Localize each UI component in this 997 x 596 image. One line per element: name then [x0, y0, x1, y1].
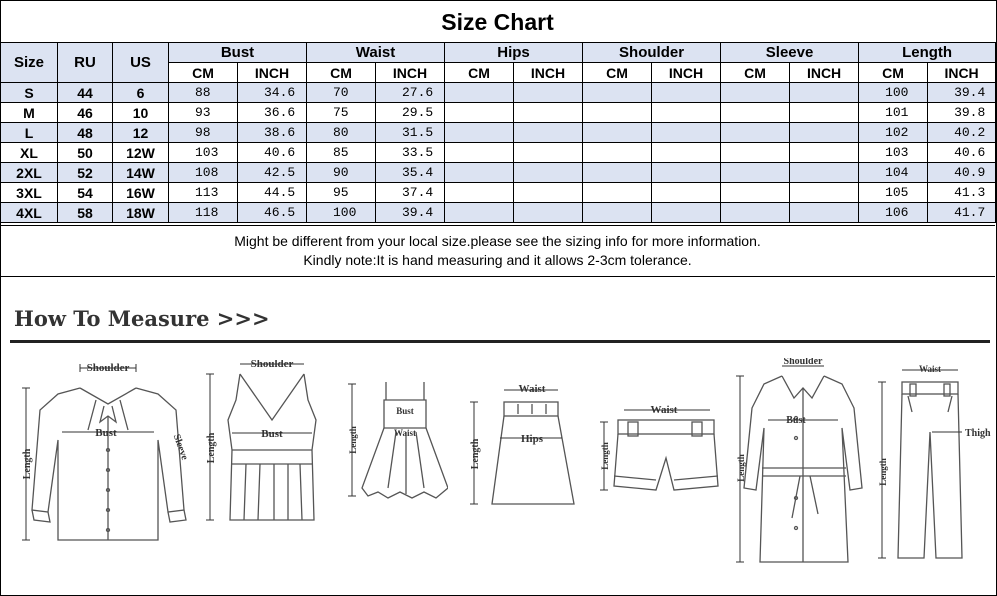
cell-bust-in: 38.6: [238, 123, 307, 143]
cell-waist-in: 27.6: [376, 83, 445, 103]
cell-hips-cm: [445, 183, 514, 203]
label-bust: Bust: [261, 428, 283, 440]
page-title: Size Chart: [0, 0, 995, 43]
label-waist: Waist: [518, 383, 546, 395]
how-to-measure-title: How To Measure >>>: [14, 306, 270, 331]
cell-sleeve-cm: [721, 83, 790, 103]
cell-size: 2XL: [1, 163, 58, 183]
cell-length-cm: 103: [859, 143, 928, 163]
cell-us: 12: [113, 123, 169, 143]
col-group-shoulder: Shoulder: [583, 43, 721, 63]
col-group-length: Length: [859, 43, 996, 63]
cell-bust-cm: 118: [169, 203, 238, 223]
cell-sleeve-in: [790, 183, 859, 203]
cell-sleeve-in: [790, 103, 859, 123]
cell-length-in: 39.4: [928, 83, 996, 103]
label-sleeve: Sleeve: [170, 432, 191, 462]
unit-header-inch: INCH: [376, 63, 445, 83]
label-shoulder: Shoulder: [783, 358, 823, 367]
cell-waist-cm: 80: [307, 123, 376, 143]
cell-length-in: 40.9: [928, 163, 996, 183]
cell-size: 4XL: [1, 203, 58, 223]
cell-waist-cm: 90: [307, 163, 376, 183]
cell-shoulder-in: [652, 103, 721, 123]
label-length: Length: [878, 458, 888, 486]
cell-waist-cm: 100: [307, 203, 376, 223]
tank-top-diagram: [200, 360, 330, 530]
cell-us: 14W: [113, 163, 169, 183]
table-row: [1, 163, 996, 183]
cell-shoulder-cm: [583, 103, 652, 123]
cell-sleeve-cm: [721, 123, 790, 143]
cell-hips-in: [514, 203, 583, 223]
cell-hips-cm: [445, 143, 514, 163]
col-group-waist: Waist: [307, 43, 445, 63]
cell-bust-cm: 113: [169, 183, 238, 203]
section-divider: [10, 340, 990, 343]
cell-shoulder-cm: [583, 143, 652, 163]
label-length: Length: [600, 442, 610, 470]
cell-hips-in: [514, 163, 583, 183]
cell-shoulder-in: [652, 123, 721, 143]
note-line-2: Kindly note:It is hand measuring and it allows 2-3cm tolerance.: [303, 252, 692, 268]
label-thigh: Thigh: [965, 428, 991, 439]
shorts-diagram: [594, 398, 724, 498]
cell-shoulder-cm: [583, 123, 652, 143]
cami-dress-diagram: [338, 378, 448, 518]
cell-length-cm: 101: [859, 103, 928, 123]
sizing-notes: [0, 225, 995, 277]
cell-length-in: 41.7: [928, 203, 996, 223]
cell-sleeve-in: [790, 163, 859, 183]
unit-header-cm: CM: [583, 63, 652, 83]
cell-length-cm: 105: [859, 183, 928, 203]
cell-bust-in: 46.5: [238, 203, 307, 223]
table-row: [1, 143, 996, 163]
unit-header-inch: INCH: [652, 63, 721, 83]
cell-us: 6: [113, 83, 169, 103]
how-to-measure-section: [0, 278, 995, 594]
cell-waist-cm: 95: [307, 183, 376, 203]
cell-shoulder-in: [652, 83, 721, 103]
cell-shoulder-in: [652, 163, 721, 183]
trousers-diagram: [868, 362, 993, 562]
cell-waist-in: 39.4: [376, 203, 445, 223]
label-shoulder: Shoulder: [86, 362, 130, 374]
size-chart-body: [1, 83, 996, 223]
unit-header-cm: CM: [169, 63, 238, 83]
col-group-bust: Bust: [169, 43, 307, 63]
col-group-hips: Hips: [445, 43, 583, 63]
cell-ru: 48: [58, 123, 113, 143]
label-length: Length: [206, 432, 217, 464]
label-waist: Waist: [393, 428, 417, 438]
label-length: Length: [470, 438, 481, 470]
cell-length-in: 39.8: [928, 103, 996, 123]
cell-bust-cm: 98: [169, 123, 238, 143]
cell-ru: 50: [58, 143, 113, 163]
cell-bust-cm: 88: [169, 83, 238, 103]
label-length: Length: [736, 454, 746, 482]
label-bust: Bust: [396, 406, 414, 416]
cell-ru: 54: [58, 183, 113, 203]
cell-sleeve-cm: [721, 143, 790, 163]
cell-size: S: [1, 83, 58, 103]
cell-shoulder-cm: [583, 203, 652, 223]
cell-shoulder-in: [652, 143, 721, 163]
cell-bust-in: 44.5: [238, 183, 307, 203]
cell-length-in: 40.2: [928, 123, 996, 143]
cell-waist-cm: 70: [307, 83, 376, 103]
table-row: [1, 123, 996, 143]
cell-sleeve-in: [790, 143, 859, 163]
cell-bust-cm: 93: [169, 103, 238, 123]
cell-waist-in: 33.5: [376, 143, 445, 163]
cell-shoulder-in: [652, 183, 721, 203]
label-length: Length: [348, 426, 358, 454]
coat-diagram: [734, 358, 864, 568]
cell-length-in: 41.3: [928, 183, 996, 203]
cell-length-cm: 104: [859, 163, 928, 183]
label-shoulder: Shoulder: [250, 360, 294, 370]
cell-length-cm: 106: [859, 203, 928, 223]
table-row: [1, 83, 996, 103]
cell-bust-cm: 108: [169, 163, 238, 183]
unit-header-inch: INCH: [514, 63, 583, 83]
cell-shoulder-cm: [583, 183, 652, 203]
cell-waist-in: 37.4: [376, 183, 445, 203]
cell-length-in: 40.6: [928, 143, 996, 163]
cell-ru: 44: [58, 83, 113, 103]
cell-us: 12W: [113, 143, 169, 163]
col-header-us: US: [113, 43, 169, 83]
cell-sleeve-in: [790, 83, 859, 103]
cell-sleeve-in: [790, 203, 859, 223]
cell-shoulder-cm: [583, 163, 652, 183]
cell-hips-cm: [445, 83, 514, 103]
cell-hips-cm: [445, 203, 514, 223]
cell-sleeve-cm: [721, 163, 790, 183]
cell-ru: 52: [58, 163, 113, 183]
label-bust: Bust: [786, 415, 806, 426]
cell-waist-in: 35.4: [376, 163, 445, 183]
cell-size: 3XL: [1, 183, 58, 203]
cell-sleeve-cm: [721, 103, 790, 123]
col-group-sleeve: Sleeve: [721, 43, 859, 63]
cell-waist-cm: 75: [307, 103, 376, 123]
label-length: Length: [22, 448, 33, 480]
unit-header-cm: CM: [721, 63, 790, 83]
cell-ru: 46: [58, 103, 113, 123]
cell-length-cm: 102: [859, 123, 928, 143]
table-row: [1, 203, 996, 223]
label-bust: Bust: [95, 427, 117, 439]
cell-ru: 58: [58, 203, 113, 223]
cell-hips-in: [514, 103, 583, 123]
cell-hips-cm: [445, 163, 514, 183]
cell-shoulder-cm: [583, 83, 652, 103]
cell-bust-in: 42.5: [238, 163, 307, 183]
cell-sleeve-cm: [721, 203, 790, 223]
cell-shoulder-in: [652, 203, 721, 223]
label-waist: Waist: [650, 404, 678, 416]
cell-bust-in: 40.6: [238, 143, 307, 163]
cell-hips-cm: [445, 123, 514, 143]
size-chart-table: [0, 42, 996, 223]
unit-header-inch: INCH: [928, 63, 996, 83]
cell-waist-in: 31.5: [376, 123, 445, 143]
cell-hips-in: [514, 183, 583, 203]
unit-header-cm: CM: [445, 63, 514, 83]
cell-hips-cm: [445, 103, 514, 123]
cell-bust-in: 34.6: [238, 83, 307, 103]
table-row: [1, 183, 996, 203]
label-hips: Hips: [520, 433, 544, 445]
cell-hips-in: [514, 143, 583, 163]
cell-us: 18W: [113, 203, 169, 223]
unit-header-cm: CM: [859, 63, 928, 83]
blouse-diagram: [18, 360, 198, 560]
cell-bust-in: 36.6: [238, 103, 307, 123]
unit-header-cm: CM: [307, 63, 376, 83]
unit-header-inch: INCH: [790, 63, 859, 83]
col-header-size: Size: [1, 43, 58, 83]
cell-bust-cm: 103: [169, 143, 238, 163]
skirt-diagram: [462, 378, 587, 518]
cell-size: L: [1, 123, 58, 143]
cell-sleeve-in: [790, 123, 859, 143]
cell-waist-in: 29.5: [376, 103, 445, 123]
cell-us: 10: [113, 103, 169, 123]
col-header-ru: RU: [58, 43, 113, 83]
cell-hips-in: [514, 123, 583, 143]
cell-size: XL: [1, 143, 58, 163]
cell-sleeve-cm: [721, 183, 790, 203]
label-waist: Waist: [918, 364, 942, 374]
note-line-1: Might be different from your local size.please see the sizing info for more information.: [234, 233, 761, 249]
cell-waist-cm: 85: [307, 143, 376, 163]
cell-length-cm: 100: [859, 83, 928, 103]
cell-us: 16W: [113, 183, 169, 203]
cell-hips-in: [514, 83, 583, 103]
cell-size: M: [1, 103, 58, 123]
table-row: [1, 103, 996, 123]
unit-header-inch: INCH: [238, 63, 307, 83]
